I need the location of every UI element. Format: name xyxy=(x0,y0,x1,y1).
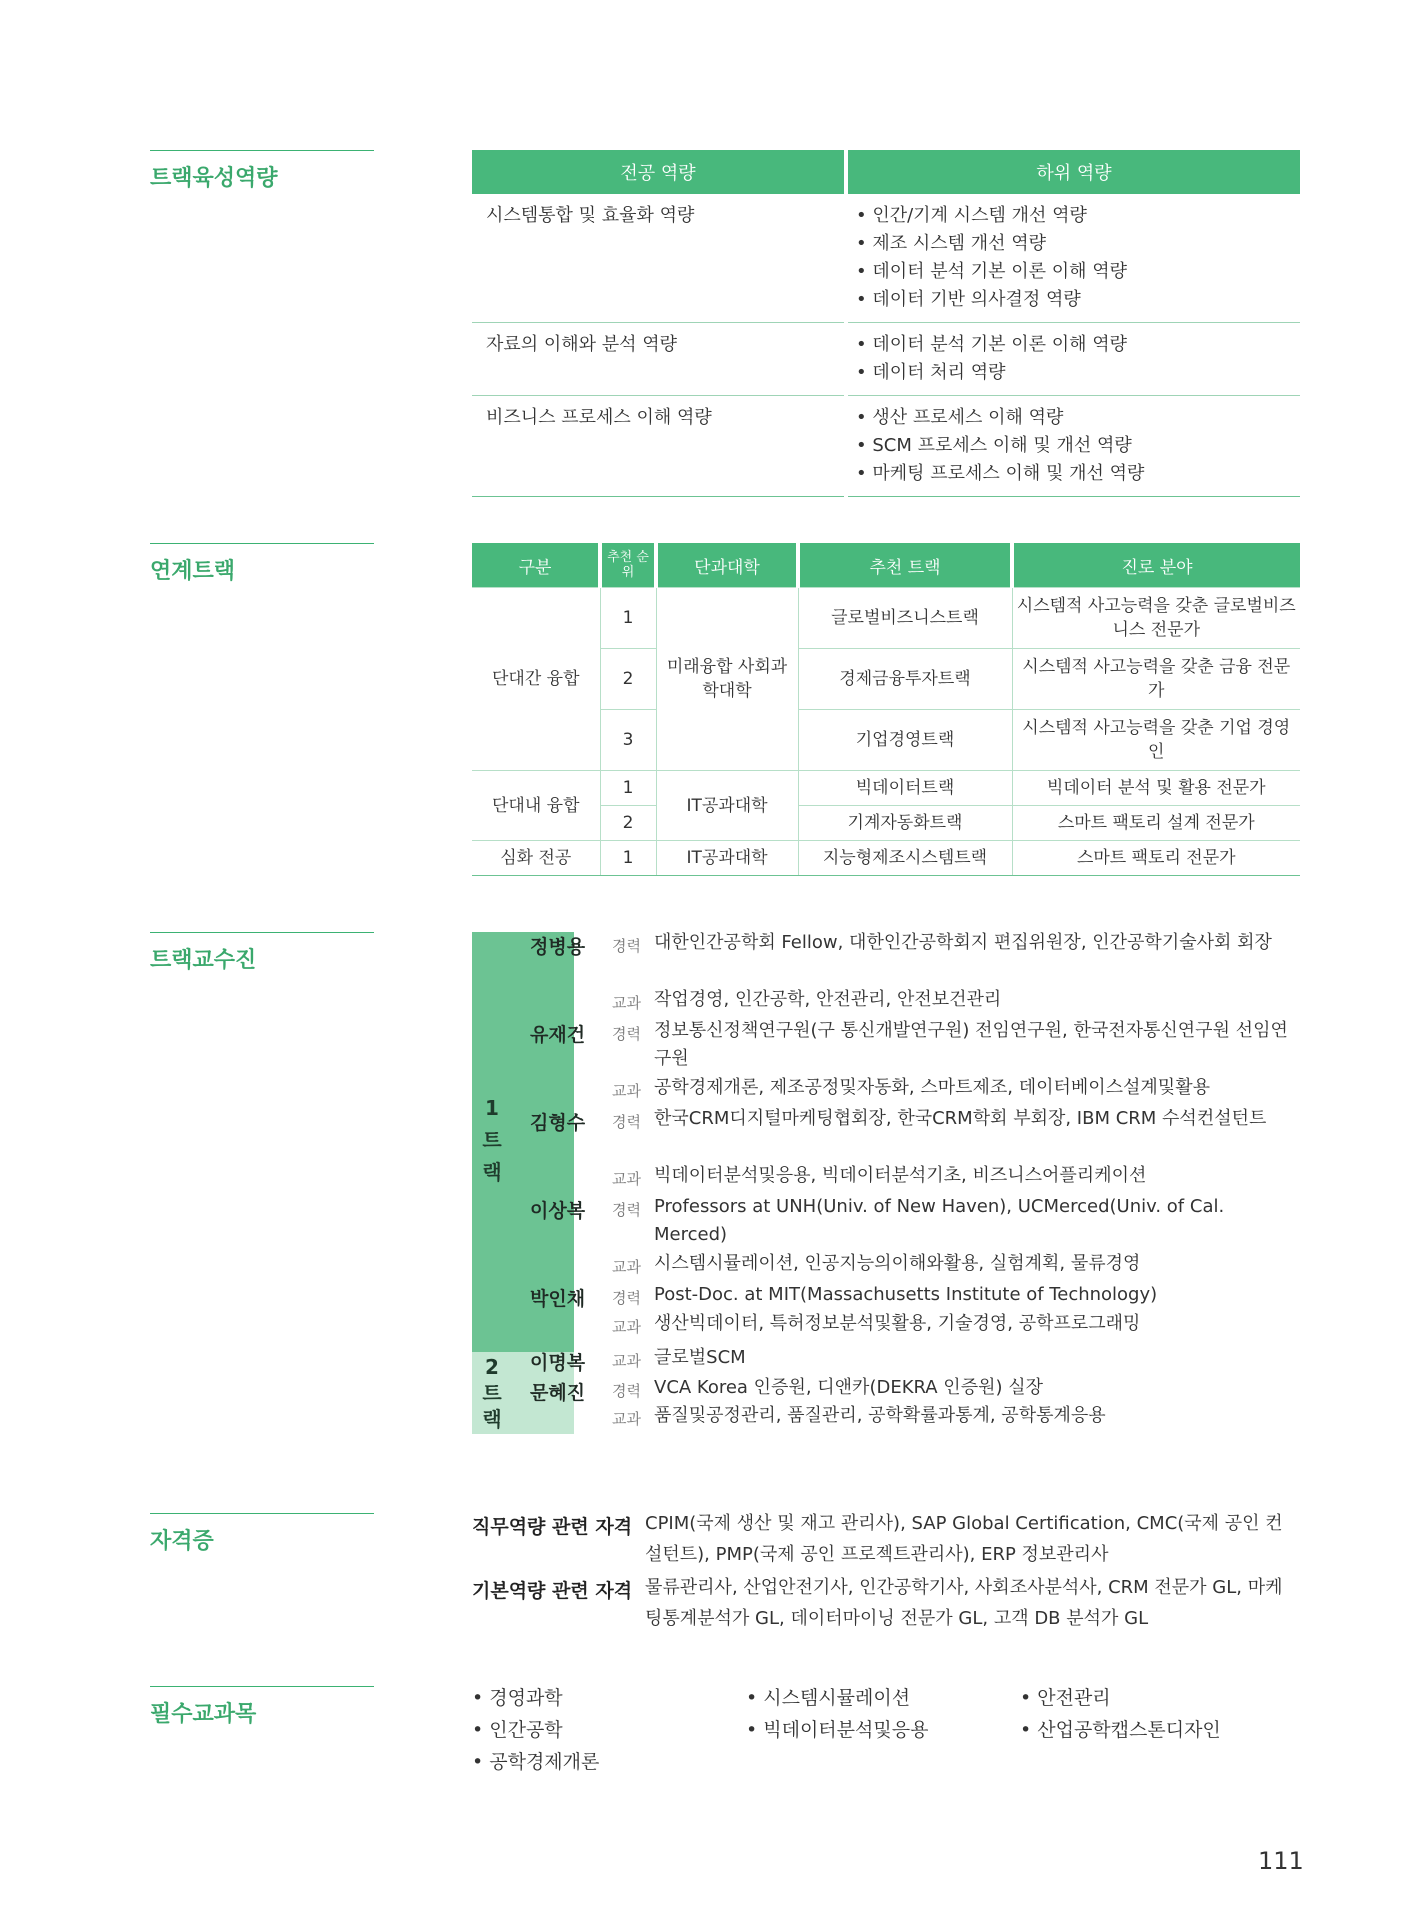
career-tag: 경력 xyxy=(612,1025,641,1043)
faculty-career: 정보통신정책연구원(구 통신개발연구원) 전임연구원, 한국전자통신연구원 선임연구원 xyxy=(654,1020,1288,1069)
career-cell: 빅데이터 분석 및 활용 전문가 xyxy=(1012,771,1300,806)
track-cell: 기업경영트랙 xyxy=(798,710,1012,771)
header-major: 전공 역량 xyxy=(472,150,846,194)
track-cell: 경제금융투자트랙 xyxy=(798,649,1012,710)
table-row xyxy=(472,771,1300,806)
section-label-competency: 트랙육성역량 xyxy=(150,150,374,192)
track-cell: 글로벌비즈니스트랙 xyxy=(798,588,1012,649)
header-rank: 추천 순위 xyxy=(600,543,656,588)
table-row xyxy=(472,323,1300,396)
college-cell: 미래융합 사회과학대학 xyxy=(656,588,798,771)
faculty-courses: 공학경제개론, 제조공정및자동화, 스마트제조, 데이터베이스설계및활용 xyxy=(654,1077,1210,1098)
table-row xyxy=(472,194,1300,323)
sub-competencies xyxy=(846,396,1300,497)
page-number: 111 xyxy=(1258,1847,1304,1875)
list-item: • 생산 프로세스 이해 역량 xyxy=(856,404,1286,432)
rank-cell: 2 xyxy=(600,806,656,841)
rank-cell: 1 xyxy=(600,771,656,806)
list-item: • 공학경제개론 xyxy=(472,1747,599,1774)
list-item: • 데이터 기반 의사결정 역량 xyxy=(856,286,1286,314)
list-item: • 시스템시뮬레이션 xyxy=(746,1683,910,1710)
faculty-courses: 빅데이터분석및응용, 빅데이터분석기초, 비즈니스어플리케이션 xyxy=(654,1165,1147,1186)
linked-track-table xyxy=(472,543,1300,876)
category-cell: 단대간 융합 xyxy=(472,588,600,771)
header-category: 구분 xyxy=(472,543,600,588)
career-tag: 경력 xyxy=(612,1201,641,1219)
section-label-required: 필수교과목 xyxy=(150,1686,374,1728)
rank-cell: 2 xyxy=(600,649,656,710)
list-item: • 마케팅 프로세스 이해 및 개선 역량 xyxy=(856,460,1286,488)
major-competency: 시스템통합 및 효율화 역량 xyxy=(472,194,846,323)
track-cell: 기계자동화트랙 xyxy=(798,806,1012,841)
header-sub: 하위 역량 xyxy=(846,150,1300,194)
faculty-career: Post-Doc. at MIT(Massachusetts Institute of Technology) xyxy=(654,1284,1158,1305)
table-row xyxy=(472,396,1300,497)
career-tag: 경력 xyxy=(612,937,641,955)
career-tag: 경력 xyxy=(612,1382,641,1400)
list-item: • 데이터 처리 역량 xyxy=(856,359,1286,387)
faculty-courses: 품질및공정관리, 품질관리, 공학확률과통계, 공학통계응용 xyxy=(654,1405,1106,1426)
list-item: • SCM 프로세스 이해 및 개선 역량 xyxy=(856,432,1286,460)
major-competency: 자료의 이해와 분석 역량 xyxy=(472,323,846,396)
faculty-name: 이상복 xyxy=(530,1200,586,1222)
major-competency: 비즈니스 프로세스 이해 역량 xyxy=(472,396,846,497)
sub-competencies xyxy=(846,194,1300,323)
faculty-career: Professors at UNH(Univ. of New Haven), UCMerced(Univ. of Cal. Merced) xyxy=(654,1196,1225,1245)
faculty-career: 한국CRM디지털마케팅협회장, 한국CRM학회 부회장, IBM CRM 수석컨설턴트 xyxy=(654,1108,1267,1129)
cert-value: CPIM(국제 생산 및 재고 관리사), SAP Global Certification, CMC(국제 공인 컨설턴트), PMP(국제 공인 프로젝트관리사), ERP 정보관리사 xyxy=(645,1513,1283,1565)
career-tag: 경력 xyxy=(612,1289,641,1307)
rank-cell: 1 xyxy=(600,841,656,876)
faculty-career: VCA Korea 인증원, 디앤카(DEKRA 인증원) 실장 xyxy=(654,1377,1043,1398)
list-item: • 데이터 분석 기본 이론 이해 역량 xyxy=(856,258,1286,286)
track-cell: 빅데이터트랙 xyxy=(798,771,1012,806)
faculty-courses: 생산빅데이터, 특허정보분석및활용, 기술경영, 공학프로그래밍 xyxy=(654,1313,1141,1334)
faculty-courses: 시스템시뮬레이션, 인공지능의이해와활용, 실험계획, 물류경영 xyxy=(654,1253,1141,1274)
cert-key: 직무역량 관련 자격 xyxy=(472,1516,633,1538)
faculty-courses: 글로벌SCM xyxy=(654,1347,746,1368)
list-item: • 빅데이터분석및응용 xyxy=(746,1715,928,1742)
table-row xyxy=(472,841,1300,876)
faculty-career: 대한인간공학회 Fellow, 대한인간공학회지 편집위원장, 인간공학기술사회 회장 xyxy=(654,932,1272,953)
faculty-name: 박인채 xyxy=(530,1288,586,1310)
course-tag: 교과 xyxy=(612,1352,641,1370)
faculty-name: 이명복 xyxy=(530,1352,586,1374)
list-item: • 인간/기계 시스템 개선 역량 xyxy=(856,202,1286,230)
college-cell: IT공과대학 xyxy=(656,771,798,841)
category-cell: 심화 전공 xyxy=(472,841,600,876)
track2-label: 2 트 랙 xyxy=(472,1352,512,1434)
course-tag: 교과 xyxy=(612,1258,641,1276)
section-label-faculty: 트랙교수진 xyxy=(150,932,374,974)
faculty-name: 김형수 xyxy=(530,1112,586,1134)
faculty-courses: 작업경영, 인간공학, 안전관리, 안전보건관리 xyxy=(654,989,1002,1010)
table-row xyxy=(472,588,1300,649)
list-item: • 제조 시스템 개선 역량 xyxy=(856,230,1286,258)
competency-table xyxy=(472,150,1300,497)
list-item: • 산업공학캡스톤디자인 xyxy=(1020,1715,1221,1742)
track-cell: 지능형제조시스템트랙 xyxy=(798,841,1012,876)
faculty-name: 정병용 xyxy=(530,936,586,958)
section-label-linked: 연계트랙 xyxy=(150,543,374,585)
course-tag: 교과 xyxy=(612,1410,641,1428)
career-cell: 시스템적 사고능력을 갖춘 기업 경영인 xyxy=(1012,710,1300,771)
career-cell: 스마트 팩토리 전문가 xyxy=(1012,841,1300,876)
career-cell: 스마트 팩토리 설계 전문가 xyxy=(1012,806,1300,841)
faculty-name: 유재건 xyxy=(530,1024,586,1046)
career-cell: 시스템적 사고능력을 갖춘 금융 전문가 xyxy=(1012,649,1300,710)
list-item: • 인간공학 xyxy=(472,1715,563,1742)
sub-competencies xyxy=(846,323,1300,396)
course-tag: 교과 xyxy=(612,1082,641,1100)
faculty-name: 문혜진 xyxy=(530,1382,586,1404)
category-cell: 단대내 융합 xyxy=(472,771,600,841)
rank-cell: 3 xyxy=(600,710,656,771)
list-item: • 안전관리 xyxy=(1020,1683,1111,1710)
course-tag: 교과 xyxy=(612,994,641,1012)
college-cell: IT공과대학 xyxy=(656,841,798,876)
career-tag: 경력 xyxy=(612,1113,641,1131)
list-item: • 데이터 분석 기본 이론 이해 역량 xyxy=(856,331,1286,359)
header-career: 진로 분야 xyxy=(1012,543,1300,588)
career-cell: 시스템적 사고능력을 갖춘 글로벌비즈니스 전문가 xyxy=(1012,588,1300,649)
cert-value: 물류관리사, 산업안전기사, 인간공학기사, 사회조사분석사, CRM 전문가 GL, 마케팅통계분석가 GL, 데이터마이닝 전문가 GL, 고객 DB 분석가 GL xyxy=(645,1577,1283,1629)
course-tag: 교과 xyxy=(612,1170,641,1188)
section-label-cert: 자격증 xyxy=(150,1513,374,1555)
header-track: 추천 트랙 xyxy=(798,543,1012,588)
cert-key: 기본역량 관련 자격 xyxy=(472,1580,633,1602)
course-tag: 교과 xyxy=(612,1318,641,1336)
rank-cell: 1 xyxy=(600,588,656,649)
track1-label: 1 트 랙 xyxy=(472,932,512,1352)
list-item: • 경영과학 xyxy=(472,1683,563,1710)
header-college: 단과대학 xyxy=(656,543,798,588)
